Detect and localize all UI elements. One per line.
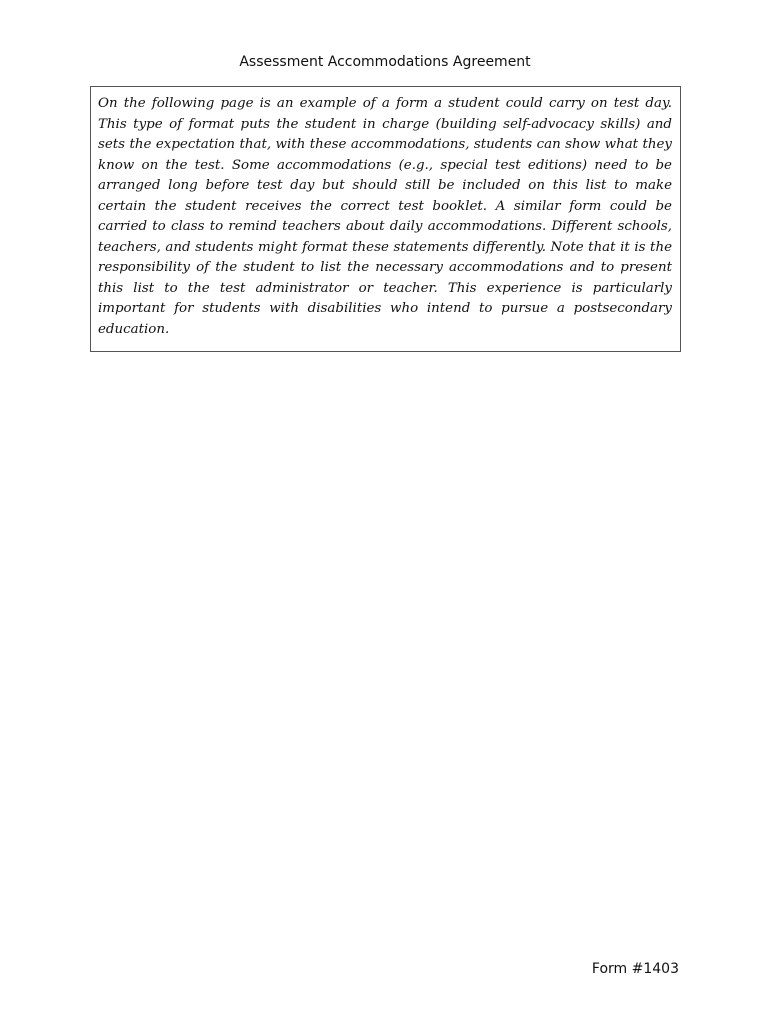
intro-text-box [90,86,681,352]
intro-paragraph: On the following page is an example of a form a student could carry on test day. This type of format puts the student in charge (building self-advocacy skills) and sets the expectation that, with these accommodations, students can show what they know on the test. Some accommodations (e.g., special test editions) need to be arranged long before test day but should still be included on this list to make certain the student receives the correct test booklet. A similar form could be carried to class to remind teachers about daily accommodations. Different schools, teachers, and students might format these statements differently. Note that it is the responsibility of the student to list the necessary accommodations and to present this list to the test administrator or teacher. This experience is particularly important for students with disabilities who intend to pursue a postsecondary education. [98,96,672,337]
page-title: Assessment Accommodations Agreement [239,54,531,70]
form-number: Form #1403 [591,961,679,977]
